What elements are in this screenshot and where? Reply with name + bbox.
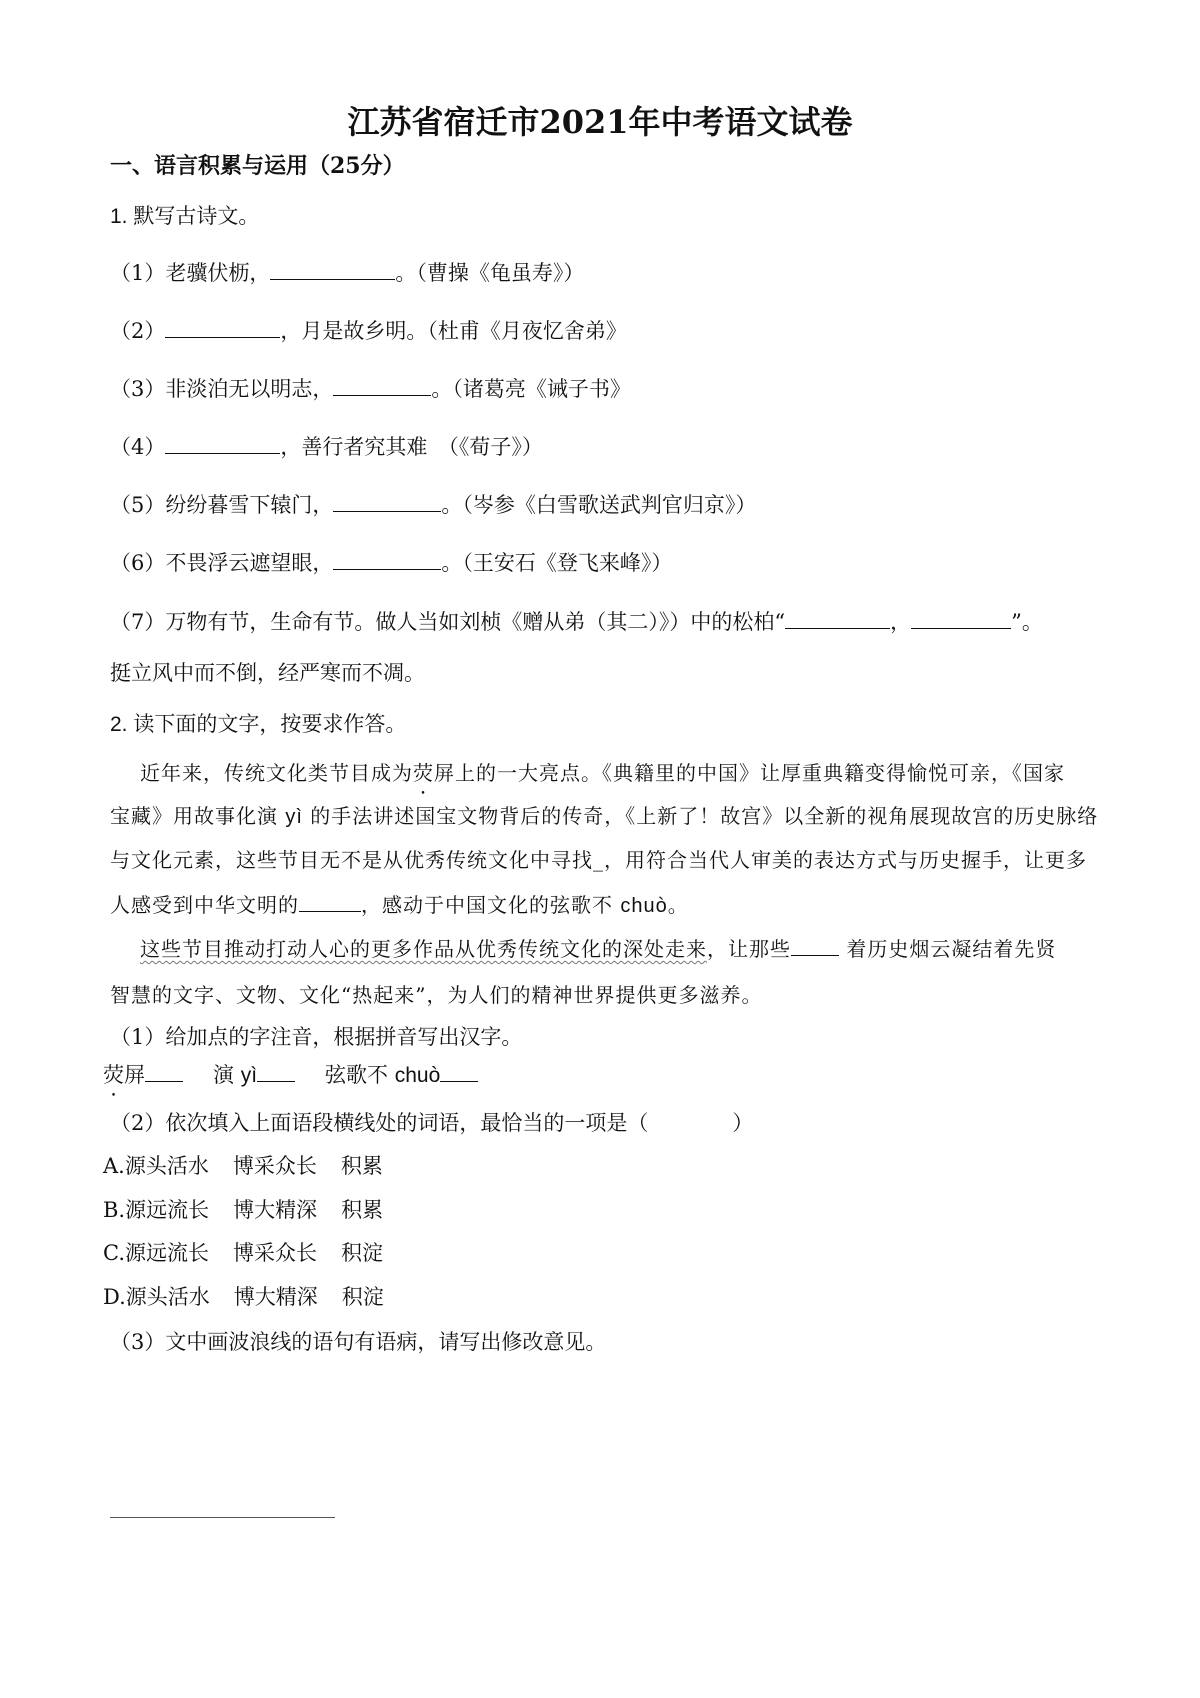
- question-1-label: 1. 默写古诗文。: [110, 205, 260, 228]
- q2-sub-1-label: （1）给加点的字注音，根据拼音写出汉字。: [110, 1025, 523, 1049]
- answer-blank[interactable]: [333, 549, 441, 570]
- passage-line-6: 智慧的文字、文物、文化“热起来”，为人们的精神世界提供更多滋养。: [110, 983, 763, 1007]
- answer-blank[interactable]: [333, 375, 431, 396]
- passage-line-3: 与文化元素，这些节目无不是从优秀传统文化中寻找_，用符合当代人审美的表达方式与历史握手，让更多: [110, 848, 1087, 872]
- answer-blank[interactable]: [333, 491, 441, 512]
- q1-item-4: （4） ，善行者究其难 （《荀子》）: [110, 435, 543, 459]
- q1-item-3: （3）非淡泊无以明志， 。（诸葛亮《诫子书》: [110, 377, 631, 401]
- dotted-char: 荧: [413, 761, 434, 785]
- answer-blank[interactable]: [165, 317, 280, 338]
- answer-blank[interactable]: [257, 1061, 295, 1082]
- answer-blank[interactable]: [911, 608, 1011, 629]
- passage-line-4: 人感受到中华文明的 ，感动于中国文化的弦歌不 chuò。: [110, 893, 689, 917]
- q2-sub-3-label: （3）文中画波浪线的语句有语病，请写出修改意见。: [110, 1330, 607, 1354]
- answer-blank[interactable]: [785, 608, 890, 629]
- q1-item-7: （7）万物有节，生命有节。做人当如刘桢《赠从弟（其二）》）中的松柏“ ， ”。: [110, 610, 1043, 634]
- answer-blank[interactable]: [165, 433, 280, 454]
- q1-item-6: （6）不畏浮云遮望眼， 。（王安石《登飞来峰》）: [110, 551, 673, 575]
- answer-blank[interactable]: [270, 259, 395, 280]
- option-a[interactable]: A.源头活水 博采众长 积累: [103, 1154, 383, 1178]
- q2-sub-1-fill: 荧屏 演 yì 弦歌不 chuò: [103, 1060, 478, 1091]
- wavy-underlined-sentence: 这些节目推动打动人心的更多作品从优秀传统文化的深处走来: [140, 937, 707, 961]
- answer-blank[interactable]: [299, 891, 361, 912]
- question-2-label: 2. 读下面的文字，按要求作答。: [110, 713, 407, 736]
- dotted-char: 荧: [103, 1063, 124, 1087]
- passage-line-1: 近年来，传统文化类节目成为荧屏上的一大亮点。《典籍里的中国》让厚重典籍变得愉悦可亲，《国家: [140, 761, 1065, 785]
- option-d[interactable]: D.源头活水 博大精深 积淀: [103, 1285, 384, 1309]
- answer-blank[interactable]: [791, 935, 839, 956]
- answer-blank[interactable]: [440, 1061, 478, 1082]
- q1-item-1: （1）老骥伏枥， 。（曹操《龟虽寿》）: [110, 261, 585, 285]
- section-heading: 一、语言积累与运用（25分）: [110, 153, 405, 179]
- answer-blank[interactable]: [145, 1061, 183, 1082]
- passage-line-5: 这些节目推动打动人心的更多作品从优秀传统文化的深处走来，让那些 着历史烟云凝结着先贤: [140, 937, 1057, 961]
- answer-line[interactable]: [110, 1517, 335, 1518]
- q1-item-5: （5）纷纷暮雪下辕门， 。（岑参《白雪歌送武判官归京》）: [110, 493, 757, 517]
- passage-line-2: 宝藏》用故事化演 yì 的手法讲述国宝文物背后的传奇，《上新了！故宫》以全新的视角展现故宫的历史脉络: [110, 804, 1099, 828]
- page-title: 江苏省宿迁市2021年中考语文试卷: [347, 103, 853, 141]
- option-b[interactable]: B.源远流长 博大精深 积累: [103, 1198, 384, 1222]
- q2-sub-2-label: （2）依次填入上面语段横线处的词语，最恰当的一项是（ ）: [110, 1111, 754, 1135]
- q1-item-7-continued: 挺立风中而不倒，经严寒而不凋。: [110, 661, 425, 685]
- option-c[interactable]: C.源远流长 博采众长 积淀: [103, 1241, 383, 1265]
- q1-item-2: （2） ，月是故乡明。（杜甫《月夜忆舍弟》: [110, 319, 627, 343]
